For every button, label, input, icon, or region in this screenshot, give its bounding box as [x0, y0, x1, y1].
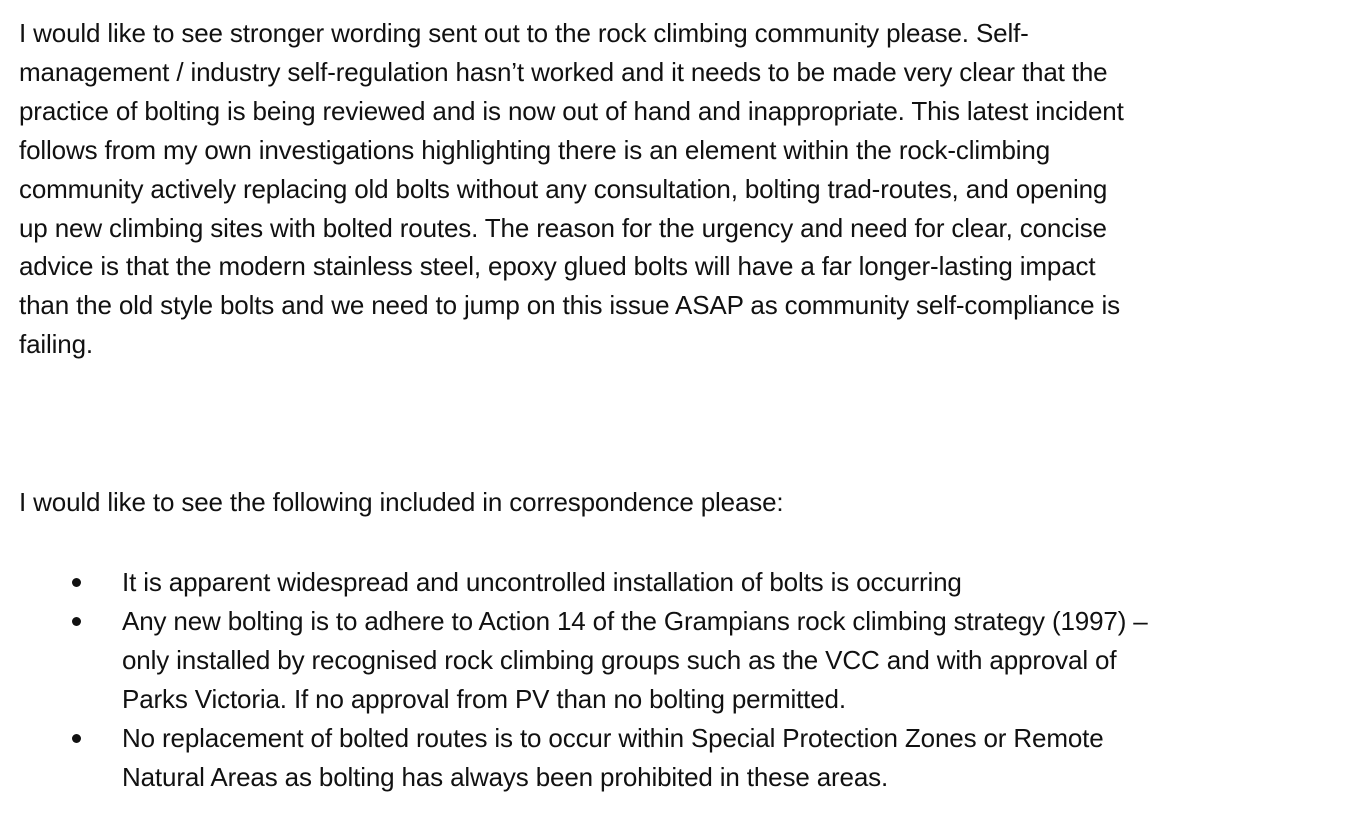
- text-line: Natural Areas as bolting has always been prohibited in these areas.: [122, 761, 889, 792]
- text-line: I would like to see the following included in correspondence please:: [19, 487, 784, 517]
- text-line: I would like to see stronger wording sent out to the rock climbing community please. Self-: [19, 18, 1029, 48]
- text-line: management / industry self-regulation hasn’t worked and it needs to be made very clear that the: [19, 56, 1108, 87]
- text-line: practice of bolting is being reviewed and is now out of hand and inappropriate. This latest incident: [19, 95, 1124, 126]
- bullet-item-widespread-installation: [0, 563, 1148, 602]
- text-line: Any new bolting is to adhere to Action 14 of the Grampians rock climbing strategy (1997) –: [122, 605, 1148, 636]
- text-line: failing.: [19, 329, 93, 360]
- bullet-dot-icon: [72, 734, 81, 743]
- text-line: only installed by recognised rock climbing groups such as the VCC and with approval of: [122, 644, 1117, 675]
- bullet-dot-icon: [72, 617, 81, 626]
- text-line: community actively replacing old bolts without any consultation, bolting trad-routes, and opening: [19, 173, 1108, 204]
- paragraph-correspondence-intro: [19, 483, 784, 522]
- bullet-item-no-replacement: [0, 719, 1148, 797]
- text-line: advice is that the modern stainless steel, epoxy glued bolts will have a far longer-lasting impact: [19, 251, 1096, 282]
- text-line: It is apparent widespread and uncontrolled installation of bolts is occurring: [122, 567, 962, 597]
- bullet-dot-icon: [72, 578, 81, 587]
- paragraph-stronger-wording: [19, 14, 1124, 364]
- bullet-list: [0, 563, 1148, 796]
- text-line: No replacement of bolted routes is to occur within Special Protection Zones or Remote: [122, 722, 1104, 753]
- bullet-item-action-14: [0, 602, 1148, 719]
- text-line: Parks Victoria. If no approval from PV than no bolting permitted.: [122, 683, 846, 714]
- text-line: up new climbing sites with bolted routes. The reason for the urgency and need for clear, concise: [19, 212, 1107, 243]
- text-line: follows from my own investigations highlighting there is an element within the rock-climbing: [19, 134, 1051, 165]
- text-line: than the old style bolts and we need to jump on this issue ASAP as community self-compliance is: [19, 290, 1120, 321]
